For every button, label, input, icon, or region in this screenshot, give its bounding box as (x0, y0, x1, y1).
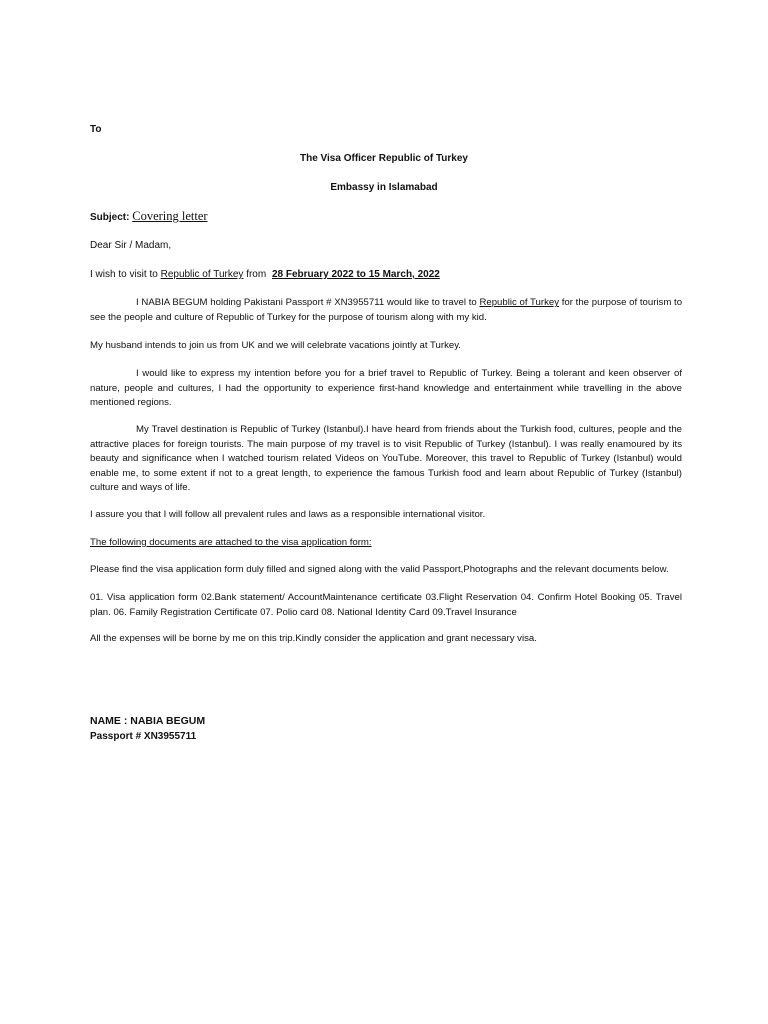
subject-text: Covering letter (132, 209, 208, 223)
recipient-line: The Visa Officer Republic of Turkey (299, 153, 468, 164)
intro-line (90, 269, 440, 280)
passport-line: Passport # XN3955711 (90, 731, 197, 742)
intro-from: from (246, 269, 267, 280)
documents-list: 01. Visa application form 02.Bank statement/ AccountMaintenance certificate 03.Flight Reservation 04. Confirm Hotel Booking 05. Travel plan. 06. Family Registration Certificate 07. Polio card 08. National Identity Card 09.Travel Insurance (90, 592, 682, 618)
subject-line (90, 209, 208, 224)
p3-text: I would like to express my intention before you for a brief travel to Republic of Turkey. Being a tolerant and keen observer of nature, people and cultures, I had the opportunity to experience first-hand knowledge and entertainment while travelling in the above mentioned regions. (90, 368, 682, 408)
subject-label: Subject: (90, 212, 130, 223)
intro-dates: 28 February 2022 to 15 March, 2022 (271, 269, 440, 280)
salutation: Dear Sir / Madam, (90, 240, 172, 251)
intro-prefix: I wish to visit to (90, 269, 158, 280)
documents-heading: The following documents are attached to the visa application form: (90, 537, 372, 548)
paragraph-1 (90, 296, 682, 325)
p1-part1: I NABIA BEGUM holding Pakistani Passport # XN3955711 would like to travel to (136, 297, 477, 308)
paragraph-6: Please find the visa application form duly filled and signed along with the valid Passport,Photographs and the relevant documents below. (90, 564, 669, 575)
p1-part2: for the purpose of tourism to see the people and culture of Republic of Turkey for the purpose of tourism along with my kid. (90, 297, 683, 323)
paragraph-2: My husband intends to join us from UK and we will celebrate vacations jointly at Turkey. (90, 340, 461, 351)
paragraph-4 (90, 423, 682, 496)
name-line: NAME : NABIA BEGUM (90, 715, 206, 727)
to-label: To (90, 124, 102, 135)
paragraph-5: I assure you that I will follow all prevalent rules and laws as a responsible international visitor. (90, 509, 486, 520)
p4-text: My Travel destination is Republic of Turkey (Istanbul).I have heard from friends about the Turkish food, cultures, people and the attractive places for foreign tourists. The main purpose of my travel is to visit Republic of Turkey (Istanbul). I was really enamoured by its beauty and significance when I watched tourism related Videos on YouTube. Moreover, this travel to Republic of Turkey (Istanbul) would enable me, to some extent if not to a great length, to experience the famous Turkish food and learn about Republic of Turkey (Istanbul) culture and ways of life. (90, 424, 682, 493)
paragraph-3 (90, 367, 682, 411)
embassy-line: Embassy in Islamabad (330, 182, 438, 193)
p1-country: Republic of Turkey (479, 297, 560, 308)
paragraph-7: All the expenses will be borne by me on this trip.Kindly consider the application and grant necessary visa. (90, 633, 537, 644)
intro-country: Republic of Turkey (160, 269, 244, 280)
